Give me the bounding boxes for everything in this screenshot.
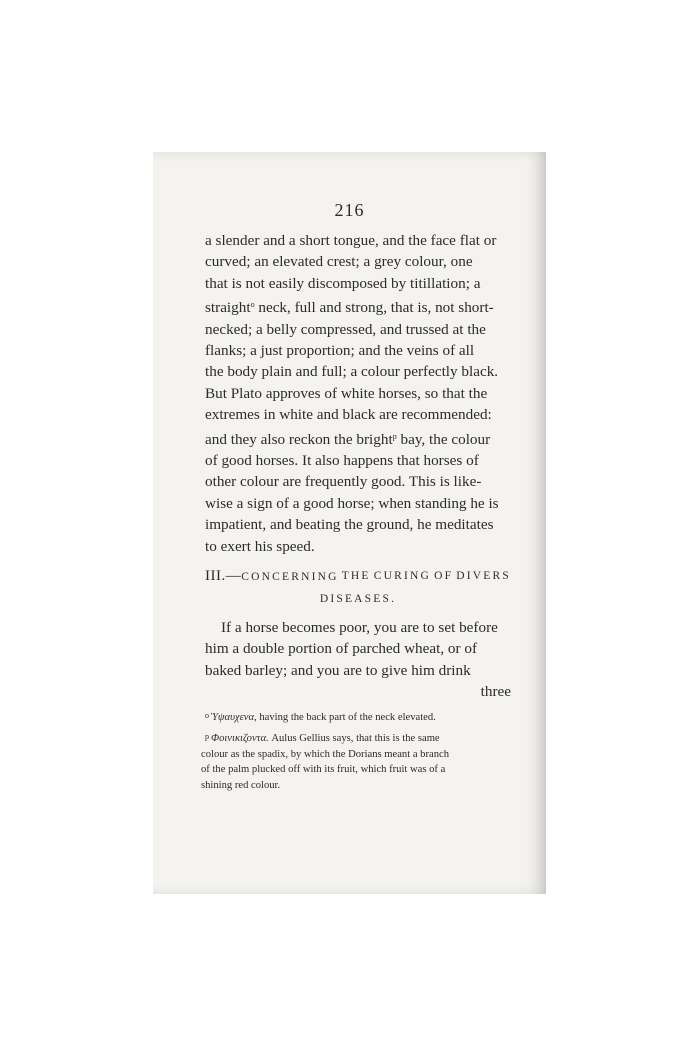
heading-word: OF	[434, 570, 454, 582]
text-line: wise a sign of a good horse; when standing he is	[205, 494, 499, 512]
footnote-line: shining red colour.	[201, 779, 281, 791]
footnote-ref-p: p	[392, 431, 397, 441]
text-line: If a horse becomes poor, you are to set before	[221, 619, 498, 636]
text-line: extremes in white and black are recommended:	[205, 406, 492, 424]
heading-line-1	[205, 565, 511, 588]
section-numeral: III.—	[205, 568, 242, 584]
footnote-mark: p	[205, 732, 209, 742]
book-page	[153, 152, 546, 894]
heading-word: THE	[341, 570, 371, 582]
text-line	[205, 294, 511, 318]
section-heading	[205, 565, 511, 610]
greek-term: Φοινικιζοντα.	[211, 733, 269, 745]
footnote-ref-o: o	[250, 300, 255, 310]
page-number: 216	[334, 200, 365, 220]
text-line: the body plain and full; a colour perfectly black.	[205, 363, 499, 381]
footnotes	[201, 708, 511, 793]
text-line: him a double portion of parched wheat, or of	[205, 640, 478, 658]
footnote-line	[201, 729, 511, 746]
footnote-p	[201, 729, 511, 793]
text-line: other colour are frequently good. This is like-	[205, 473, 482, 491]
text-line: impatient, and beating the ground, he meditates	[205, 516, 494, 534]
heading-word: III.—CONCERNING	[205, 568, 339, 584]
text-fragment: and they also reckon the bright$^p$ bay, the colour	[205, 430, 491, 448]
text-line: curved; an elevated crest; a grey colour, one	[205, 253, 473, 271]
text-fragment: p Φοινικιζοντα. Aulus Gellius says, that this is the same	[205, 732, 440, 745]
footnote-mark: o	[205, 711, 209, 720]
body-paragraph	[205, 230, 511, 557]
text-line: flanks; a just proportion; and the veins of all	[205, 342, 475, 360]
text-line: that is not easily discomposed by titillation; a	[205, 274, 481, 292]
text-line: But Plato approves of white horses, so that the	[205, 384, 488, 402]
text-line	[205, 426, 511, 450]
heading-line-2: DISEASES.	[319, 593, 397, 605]
text-fragment: straight$^o$ neck, full and strong, that is, not short-	[205, 299, 494, 317]
text-line: to exert his speed.	[205, 537, 315, 555]
footnote-line: colour as the spadix, by which the Dorians meant a branch	[201, 748, 449, 760]
text-line: baked barley; and you are to give him drink	[205, 661, 471, 679]
footnote-o	[201, 708, 511, 725]
text-line: a slender and a short tongue, and the face flat or	[205, 232, 497, 249]
text-line: necked; a belly compressed, and trussed at the	[205, 320, 486, 338]
greek-term: Ὑψαυχενα,	[211, 712, 257, 723]
text-line: of good horses. It also happens that horses of	[205, 452, 479, 470]
footnote-line: of the palm plucked off with its fruit, which fruit was of a	[201, 764, 446, 776]
section-paragraph	[205, 617, 511, 703]
heading-word: CURING	[373, 570, 432, 582]
catchword: three	[480, 683, 511, 701]
footnote-text: having the back part of the neck elevated.	[256, 712, 436, 723]
heading-word: DIVERS	[456, 570, 511, 582]
